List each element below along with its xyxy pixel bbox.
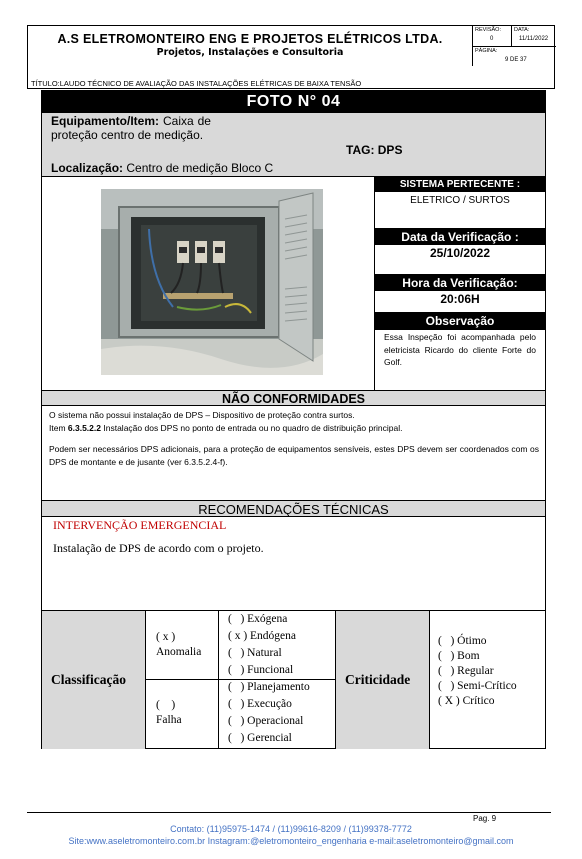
non-conformity-line: O sistema não possui instalação de DPS – Dispositivo de proteção contra surtos. [49,410,355,420]
failure-option-planning[interactable]: ( ) Planejamento [228,681,310,693]
grid-line [145,611,146,749]
footer-page-number: Pag. 9 [473,814,497,823]
anomaly-option-functional[interactable]: ( ) Funcional [228,664,294,676]
urgency-label: INTERVENÇÃO EMERGENCIAL [53,518,227,532]
criticality-label: Criticidade [345,672,411,687]
location-label: Localização: [51,161,124,175]
verification-time-label: Hora da Verificação: [375,275,545,291]
classification-label: Classificação [51,672,126,687]
failure-option-managerial[interactable]: ( ) Gerencial [228,732,292,744]
page-value: 9 DE 37 [505,57,527,63]
company-subtitle: Projetos, Instalações e Consultoria [156,47,344,58]
location-info [51,161,273,175]
date-value: 11/11/2022 [519,36,549,42]
observation-label: Observação [375,313,545,330]
footer-contact: Contato: (11)95975-1474 / (11)99616-8209 / (11)99378-7772 [170,824,412,834]
anomaly-option-natural[interactable]: ( ) Natural [228,647,282,659]
equipment-band [42,113,545,177]
anomaly-label: Anomalia [156,646,202,658]
criticality-option-semi-critical[interactable]: ( ) Semi-Crítico [438,680,517,692]
footer-site: Site:www.aseletromonteiro.com.br Instagram:@eletromonteiro_engenharia e-mail:aseletromonteiro@gmail.com [68,836,514,846]
grid-line [218,611,219,749]
equipment-label: Equipamento/Item: [51,114,160,128]
recommendation-text: Instalação de DPS de acordo com o projeto. [53,541,264,555]
date-label: DATA: [514,27,530,33]
recommendations-heading: RECOMENDAÇÕES TÉCNICAS [42,500,545,517]
document-title: TÍTULO:LAUDO TÉCNICO DE AVALIAÇÃO DAS INSTALAÇÕES ELÉTRICAS DE BAIXA TENSÃO [31,79,362,88]
failure-option-execution[interactable]: ( ) Execução [228,698,292,710]
equipment-value: Caixa de proteção centro de medição. [51,114,211,142]
non-conformity-paragraph: Podem ser necessários DPS adicionais, para a proteção de equipamentos sensíveis, estes DPS devem ser coordenados com os DPS de montante e de jusante (ver 6.3.5.2.4-f). [49,444,539,467]
system-value: ELETRICO / SURTOS [410,195,510,206]
observation-text: Essa Inspeção foi acompanhada pelo eletricista Ricardo do cliente Forte do Golf. [384,332,536,367]
equipment-tag: TAG: DPS [346,143,403,157]
criticality-option-regular[interactable]: ( ) Regular [438,665,494,677]
document-header [27,25,555,89]
photo-title: FOTO N° 04 [42,91,545,113]
footer-divider [27,812,551,813]
equipment-info [51,115,211,142]
anomaly-option-exogenous[interactable]: ( ) Exógena [228,613,288,625]
grid-line [335,611,336,749]
system-label: SISTEMA PERTECENTE : [375,177,545,192]
criticality-option-optimal[interactable]: ( ) Ótimo [438,635,487,647]
header-divider [472,46,556,47]
inspection-photo [101,189,323,375]
non-conformity-item [49,422,539,435]
grid-line [429,611,430,749]
item-label: Item [49,422,66,433]
failure-label: Falha [156,714,182,726]
verification-time-value: 20:06H [440,292,480,306]
company-name: A.S ELETROMONTEIRO ENG E PROJETOS ELÉTRICOS LTDA. [57,32,443,46]
grid-line [145,679,335,680]
non-conformities-body [49,409,539,468]
page-label: PÁGINA: [475,48,498,54]
anomaly-option-endogenous[interactable]: ( x ) Endógena [228,630,297,642]
criticality-option-good[interactable]: ( ) Bom [438,650,480,662]
verification-date-value: 25/10/2022 [429,246,491,260]
anomaly-checkbox[interactable]: ( x ) [156,631,176,643]
location-value: Centro de medição Bloco C [126,161,274,175]
photo-report-table [41,90,546,749]
verification-date-label: Data da Verificação : [375,229,545,245]
item-reference: 6.3.5.2.2 [67,422,101,433]
revision-value: 0 [490,36,494,42]
item-description: Instalação dos DPS no ponto de entrada ou no quadro de distribuição principal. [103,422,403,433]
failure-option-operational[interactable]: ( ) Operacional [228,715,304,727]
criticality-option-critical[interactable]: ( X ) Crítico [438,695,495,707]
revision-label: REVISÃO: [475,27,501,33]
failure-checkbox[interactable]: ( ) [156,699,176,711]
non-conformities-heading: NÃO CONFORMIDADES [42,390,545,406]
header-divider [511,26,512,46]
